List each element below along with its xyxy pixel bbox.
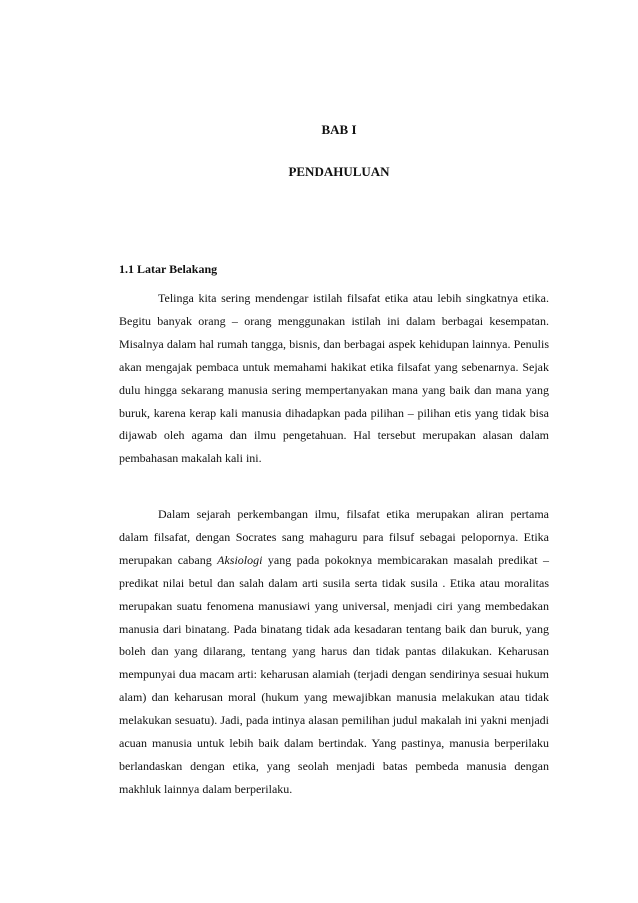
chapter-number: BAB I	[321, 122, 357, 137]
paragraph-2-text-start: Dalam sejarah perkembangan ilmu, filsafat etika merupakan aliran pertama dalam filsafat, dengan Socrates sang mahaguru para filsuf sebagai pelopornya. Etika merupakan cabang	[119, 507, 549, 567]
paragraph-2-italic-term: Aksiologi	[217, 552, 263, 567]
section-heading: 1.1 Latar Belakang	[119, 262, 218, 276]
paragraph-2	[119, 503, 549, 801]
paragraph-1: Telinga kita sering mendengar istilah filsafat etika atau lebih singkatnya etika. Begitu banyak orang – orang menggunakan istilah ini dalam berbagai kesempatan. Misalnya dalam hal rumah tangga, bisnis, dan berbagai aspek kehidupan lainnya. Penulis akan mengajak pembaca untuk memahami hakikat etika filsafat yang sebenarnya. Sejak dulu hingga sekarang manusia sering mempertanyakan mana yang baik dan mana yang buruk, karena kerap kali manusia dihadapkan pada pilihan – pilihan etis yang tidak bisa dijawab oleh agama dan ilmu pengetahuan. Hal tersebut merupakan alasan dalam pembahasan makalah kali ini.	[119, 291, 549, 466]
paragraph-2-text-end: yang pada pokoknya membicarakan masalah predikat – predikat nilai betul dan salah dalam arti susila serta tidak susila . Etika atau moralitas merupakan suatu fenomena manusiawi yang universal, menjadi ciri yang membedakan manusia dari binatang. Pada binatang tidak ada kesadaran tentang baik dan buruk, yang boleh dan yang dilarang, tentang yang harus dan tidak pantas dilakukan. Keharusan mempunyai dua macam arti: keharusan alamiah (terjadi dengan sendirinya sesuai hukum alam) dan keharusan moral (hukum yang mewajibkan manusia melakukan atau tidak melakukan sesuatu). Jadi, pada intinya alasan pemilihan judul makalah ini yakni menjadi acuan manusia untuk lebih baik dalam bertindak. Yang pastinya, manusia berperilaku berlandaskan dengan etika, yang seolah menjadi batas pembeda manusia dengan makhluk lainnya dalam berperilaku.	[119, 552, 549, 796]
chapter-title: PENDAHULUAN	[288, 164, 390, 179]
